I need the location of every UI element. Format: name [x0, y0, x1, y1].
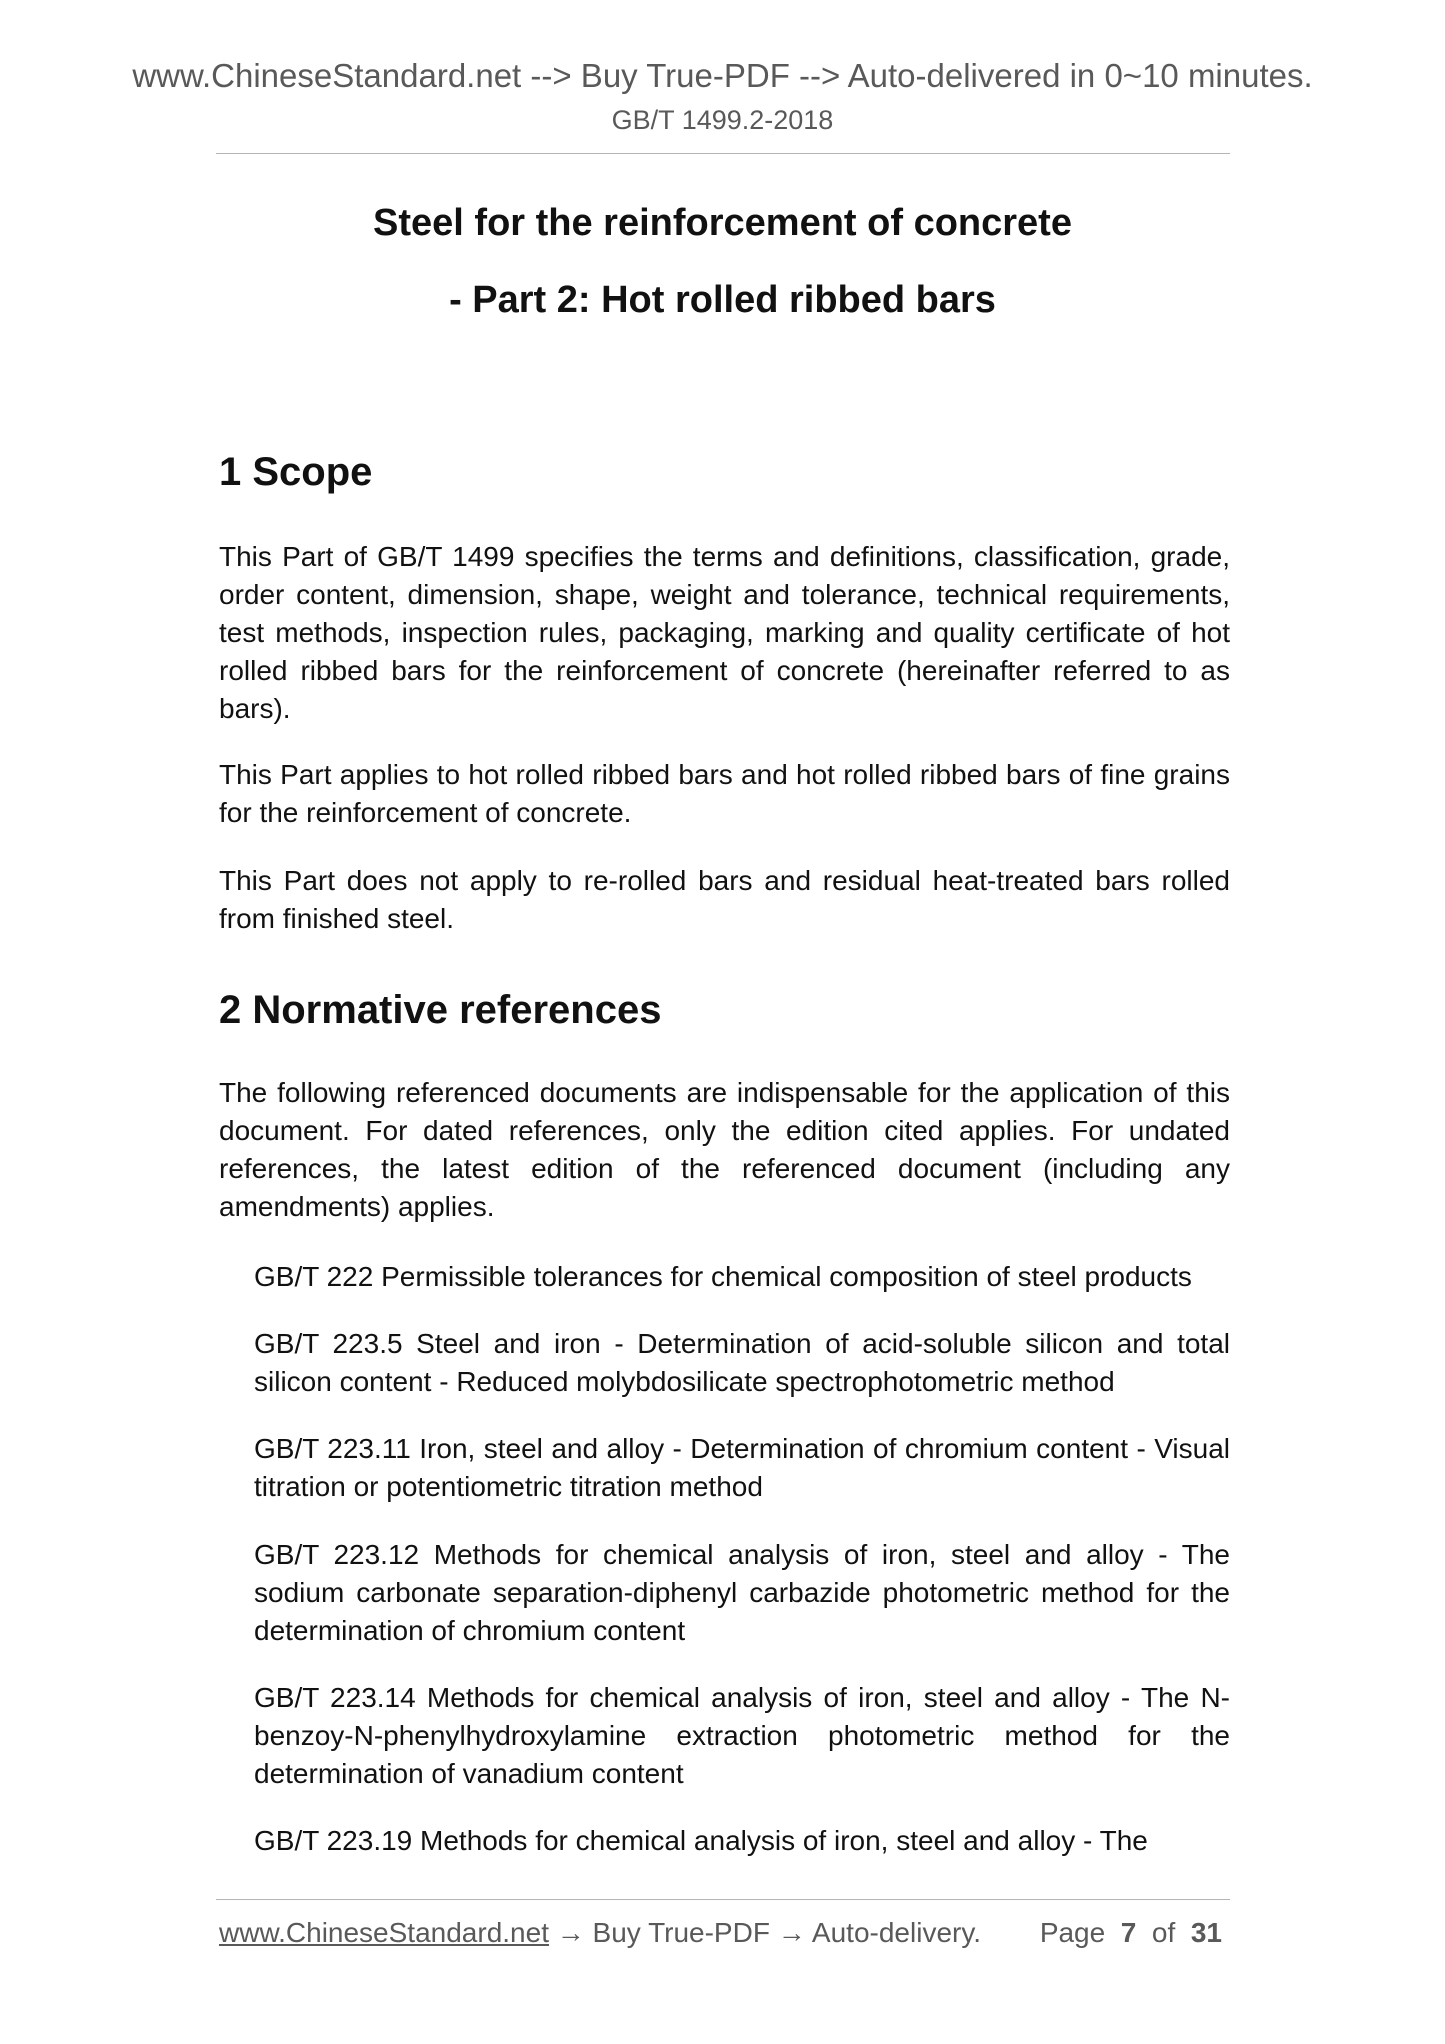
scope-paragraph-1: This Part of GB/T 1499 specifies the terms and definitions, classification, grade, order content, dimension, shape, weight and tolerance, technical requirements, test methods, inspection rules, packaging, marking and quality certificate of hot rolled ribbed bars for the reinforcement of concrete (hereinafter referred to as bars).	[219, 541, 1230, 724]
header-divider	[216, 153, 1230, 154]
reference-item: GB/T 222 Permissible tolerances for chemical composition of steel products	[254, 1261, 1192, 1292]
normative-references-intro: The following referenced documents are indispensable for the application of this document. For dated references, only the edition cited applies. For undated references, the latest edition of the referenced document (including any amendments) applies.	[219, 1077, 1230, 1222]
scope-paragraph-2: This Part applies to hot rolled ribbed bars and hot rolled ribbed bars of fine grains for the reinforcement of concrete.	[219, 759, 1230, 828]
document-title-line-2: - Part 2: Hot rolled ribbed bars	[449, 279, 996, 321]
document-title-line-1: Steel for the reinforcement of concrete	[373, 202, 1072, 244]
page-label: Page	[1039, 1917, 1106, 1948]
page-total: 31	[1190, 1917, 1222, 1948]
footer-divider	[216, 1899, 1230, 1900]
reference-item: GB/T 223.14 Methods for chemical analysis of iron, steel and alloy - The N-benzoy-N-phenylhydroxylamine extraction photometric method for the determination of vanadium content	[254, 1682, 1230, 1789]
header-standard-number: GB/T 1499.2-2018	[611, 105, 834, 135]
header-banner: www.ChineseStandard.net --> Buy True-PDF --> Auto-delivered in 0~10 minutes.	[132, 57, 1313, 94]
footer-delivery-text: → Buy True-PDF → Auto-delivery.	[548, 1917, 982, 1948]
reference-item: GB/T 223.19 Methods for chemical analysis of iron, steel and alloy - The	[254, 1825, 1148, 1856]
page-current: 7	[1120, 1917, 1137, 1948]
footer-site-link[interactable]: www.ChineseStandard.net	[219, 1917, 549, 1948]
reference-item: GB/T 223.5 Steel and iron - Determination of acid-soluble silicon and total silicon content - Reduced molybdosilicate spectrophotometric method	[254, 1328, 1230, 1397]
page-of: of	[1151, 1917, 1176, 1948]
section-heading-scope: 1 Scope	[219, 450, 373, 494]
section-heading-normative-references: 2 Normative references	[219, 988, 662, 1032]
page-indicator	[1040, 1916, 1222, 1950]
footer	[219, 1916, 1222, 1950]
reference-item: GB/T 223.12 Methods for chemical analysis of iron, steel and alloy - The sodium carbonate separation-diphenyl carbazide photometric method for the determination of chromium content	[254, 1539, 1230, 1646]
reference-item: GB/T 223.11 Iron, steel and alloy - Determination of chromium content - Visual titration or potentiometric titration method	[254, 1433, 1230, 1502]
scope-paragraph-3: This Part does not apply to re-rolled bars and residual heat-treated bars rolled from finished steel.	[219, 865, 1230, 934]
